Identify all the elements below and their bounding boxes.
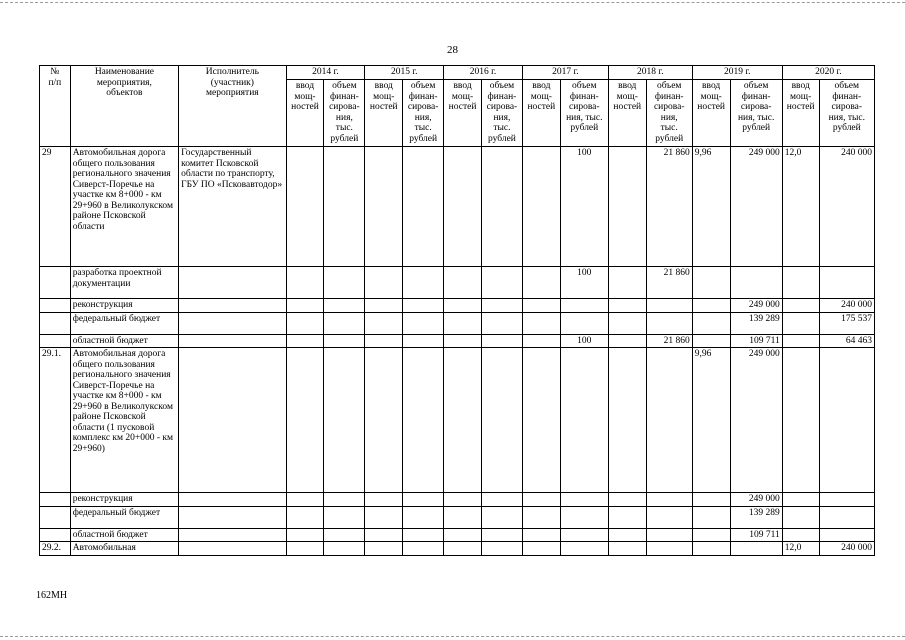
row-value (403, 334, 444, 348)
table-row (40, 299, 875, 313)
row-value (365, 506, 403, 528)
row-value (522, 506, 560, 528)
row-value: 249 000 (730, 299, 782, 313)
row-value (522, 147, 560, 267)
row-value (522, 528, 560, 542)
row-name: Автомобильная дорога общего пользования регионального значения Сиверст-Поречье на участке км 8+000 - км 29+960 в Великолукском районе Псковской области (1 пусковой комплекс км 20+000 - км 29+960) (70, 348, 178, 493)
row-value (324, 528, 365, 542)
row-executor (179, 528, 286, 542)
row-value (522, 334, 560, 348)
row-value (324, 493, 365, 507)
row-name: областной бюджет (70, 528, 178, 542)
row-name: Автомобильная дорога общего пользования регионального значения Сиверст-Поречье на участке км 8+000 - км 29+960 в Великолукском районе Псковской области (70, 147, 178, 267)
row-value (403, 299, 444, 313)
row-name: федеральный бюджет (70, 312, 178, 334)
row-value (286, 147, 324, 267)
header-financing-volume: объем финан- сирова- ния, тыс. рублей (324, 80, 365, 147)
row-value (692, 299, 730, 313)
row-value (782, 334, 819, 348)
row-value (444, 542, 482, 556)
row-value (444, 506, 482, 528)
row-value (481, 147, 522, 267)
row-value (560, 299, 608, 313)
row-value (365, 299, 403, 313)
row-value (324, 147, 365, 267)
header-financing-volume: объем финан- сирова- ния, тыс. рублей (560, 80, 608, 147)
row-value (324, 267, 365, 299)
row-value (782, 267, 819, 299)
row-value (608, 348, 646, 493)
header-power-input: ввод мощ- ностей (692, 80, 730, 147)
header-financing-volume: объем финан- сирова- ния, тыс. рублей (481, 80, 522, 147)
row-value: 100 (560, 267, 608, 299)
row-value (444, 299, 482, 313)
row-value: 240 000 (819, 147, 874, 267)
row-value (522, 299, 560, 313)
row-value: 139 289 (730, 312, 782, 334)
row-value (403, 348, 444, 493)
header-year: 2019 г. (692, 66, 782, 80)
row-value (481, 312, 522, 334)
row-number (40, 312, 71, 334)
row-value (782, 493, 819, 507)
row-value (608, 312, 646, 334)
row-executor (179, 493, 286, 507)
row-value (646, 299, 692, 313)
row-value (608, 267, 646, 299)
header-year: 2018 г. (608, 66, 692, 80)
row-value (646, 493, 692, 507)
row-value (819, 506, 874, 528)
table-row (40, 542, 875, 556)
scan-edge-bottom (0, 636, 905, 637)
document-code: 162МН (36, 590, 68, 601)
row-value: 100 (560, 334, 608, 348)
header-year: 2020 г. (782, 66, 874, 80)
row-value (608, 542, 646, 556)
row-value (403, 312, 444, 334)
row-value: 240 000 (819, 299, 874, 313)
row-value: 100 (560, 147, 608, 267)
row-value (692, 312, 730, 334)
row-value (403, 267, 444, 299)
row-value (481, 348, 522, 493)
row-value: 9,96 (692, 147, 730, 267)
row-value (692, 267, 730, 299)
row-value (403, 542, 444, 556)
row-value (365, 528, 403, 542)
header-financing-volume: объем финан- сирова- ния, тыс. рублей (403, 80, 444, 147)
row-name: реконструкция (70, 493, 178, 507)
row-number: 29.1. (40, 348, 71, 493)
row-name: областной бюджет (70, 334, 178, 348)
table-row (40, 312, 875, 334)
row-value: 109 711 (730, 334, 782, 348)
row-name: Автомобильная (70, 542, 178, 556)
row-value (403, 506, 444, 528)
row-value (560, 542, 608, 556)
row-value (365, 147, 403, 267)
row-value (560, 312, 608, 334)
row-value (522, 493, 560, 507)
page-number: 28 (447, 44, 458, 56)
header-financing-volume: объем финан- сирова- ния, тыс. рублей (646, 80, 692, 147)
row-value (444, 348, 482, 493)
row-value (403, 528, 444, 542)
row-value (403, 147, 444, 267)
row-value (286, 542, 324, 556)
row-value (365, 312, 403, 334)
table-row (40, 348, 875, 493)
row-number (40, 334, 71, 348)
row-value (522, 267, 560, 299)
row-value (481, 267, 522, 299)
header-executor: Исполнитель (участник) мероприятия (179, 66, 286, 147)
row-value (782, 528, 819, 542)
row-value: 21 860 (646, 147, 692, 267)
row-value (819, 348, 874, 493)
row-value (444, 493, 482, 507)
row-value (692, 542, 730, 556)
row-value (481, 493, 522, 507)
table-row (40, 267, 875, 299)
row-value (522, 542, 560, 556)
row-value (782, 348, 819, 493)
row-value: 249 000 (730, 147, 782, 267)
row-number (40, 299, 71, 313)
row-value (608, 299, 646, 313)
row-executor (179, 334, 286, 348)
row-value (560, 528, 608, 542)
header-power-input: ввод мощ- ностей (608, 80, 646, 147)
row-value (646, 528, 692, 542)
row-value (365, 334, 403, 348)
row-value (819, 267, 874, 299)
row-value (444, 267, 482, 299)
header-power-input: ввод мощ- ностей (444, 80, 482, 147)
row-number (40, 267, 71, 299)
table-row (40, 334, 875, 348)
row-value (324, 312, 365, 334)
row-value (782, 299, 819, 313)
row-value (481, 528, 522, 542)
scan-edge-top (0, 2, 905, 3)
row-value (365, 348, 403, 493)
row-value (324, 506, 365, 528)
row-value (444, 334, 482, 348)
row-value (286, 348, 324, 493)
row-value (365, 267, 403, 299)
header-year: 2014 г. (286, 66, 365, 80)
row-value: 240 000 (819, 542, 874, 556)
row-value: 21 860 (646, 334, 692, 348)
row-value: 64 463 (819, 334, 874, 348)
header-power-input: ввод мощ- ностей (365, 80, 403, 147)
row-name: реконструкция (70, 299, 178, 313)
row-value (286, 506, 324, 528)
header-power-input: ввод мощ- ностей (286, 80, 324, 147)
row-value (646, 312, 692, 334)
row-value: 9,96 (692, 348, 730, 493)
table-row (40, 528, 875, 542)
row-value (324, 334, 365, 348)
row-value (324, 299, 365, 313)
row-name: федеральный бюджет (70, 506, 178, 528)
row-value (646, 506, 692, 528)
row-value (286, 312, 324, 334)
row-value (481, 299, 522, 313)
row-value (481, 334, 522, 348)
row-value (324, 348, 365, 493)
row-value (730, 267, 782, 299)
row-value (646, 348, 692, 493)
row-value (692, 493, 730, 507)
row-value (819, 528, 874, 542)
row-value (692, 506, 730, 528)
row-value (560, 506, 608, 528)
row-value (608, 528, 646, 542)
row-value (522, 312, 560, 334)
row-value: 12,0 (782, 147, 819, 267)
row-value (286, 299, 324, 313)
row-value (324, 542, 365, 556)
header-number: № п/п (40, 66, 71, 147)
header-year: 2015 г. (365, 66, 444, 80)
row-value (481, 542, 522, 556)
row-value (692, 334, 730, 348)
row-number (40, 493, 71, 507)
row-value (782, 312, 819, 334)
row-executor (179, 348, 286, 493)
header-year: 2017 г. (522, 66, 608, 80)
row-value (819, 493, 874, 507)
row-executor (179, 267, 286, 299)
row-value (560, 493, 608, 507)
row-value: 12,0 (782, 542, 819, 556)
row-value: 21 860 (646, 267, 692, 299)
row-value (560, 348, 608, 493)
row-executor (179, 542, 286, 556)
row-name: разработка проектной документации (70, 267, 178, 299)
row-executor: Государственный комитет Псковской области по транспорту, ГБУ ПО «Псковавтодор» (179, 147, 286, 267)
row-value (365, 542, 403, 556)
row-value (286, 528, 324, 542)
row-value (782, 506, 819, 528)
header-name: Наименование мероприятия, объектов (70, 66, 178, 147)
row-value (444, 147, 482, 267)
row-value (522, 348, 560, 493)
header-power-input: ввод мощ- ностей (782, 80, 819, 147)
row-value: 249 000 (730, 493, 782, 507)
row-number (40, 506, 71, 528)
header-year: 2016 г. (444, 66, 523, 80)
row-value (365, 493, 403, 507)
row-value (646, 542, 692, 556)
row-number: 29.2. (40, 542, 71, 556)
row-value (444, 312, 482, 334)
row-value (403, 493, 444, 507)
table-row (40, 147, 875, 267)
row-executor (179, 299, 286, 313)
financing-table (39, 65, 875, 556)
header-financing-volume: объем финан- сирова- ния, тыс. рублей (819, 80, 874, 147)
row-value: 109 711 (730, 528, 782, 542)
header-financing-volume: объем финан- сирова- ния, тыс. рублей (730, 80, 782, 147)
row-value (730, 542, 782, 556)
row-value: 139 289 (730, 506, 782, 528)
header-row-years (40, 66, 875, 80)
row-value (608, 506, 646, 528)
row-number: 29 (40, 147, 71, 267)
row-value (608, 493, 646, 507)
row-value (286, 334, 324, 348)
row-value (286, 267, 324, 299)
row-value (286, 493, 324, 507)
row-executor (179, 506, 286, 528)
row-value (692, 528, 730, 542)
row-value: 249 000 (730, 348, 782, 493)
row-value (481, 506, 522, 528)
table-row (40, 493, 875, 507)
table-row (40, 506, 875, 528)
row-number (40, 528, 71, 542)
header-power-input: ввод мощ- ностей (522, 80, 560, 147)
row-value (608, 147, 646, 267)
row-value (444, 528, 482, 542)
row-executor (179, 312, 286, 334)
row-value (608, 334, 646, 348)
row-value: 175 537 (819, 312, 874, 334)
